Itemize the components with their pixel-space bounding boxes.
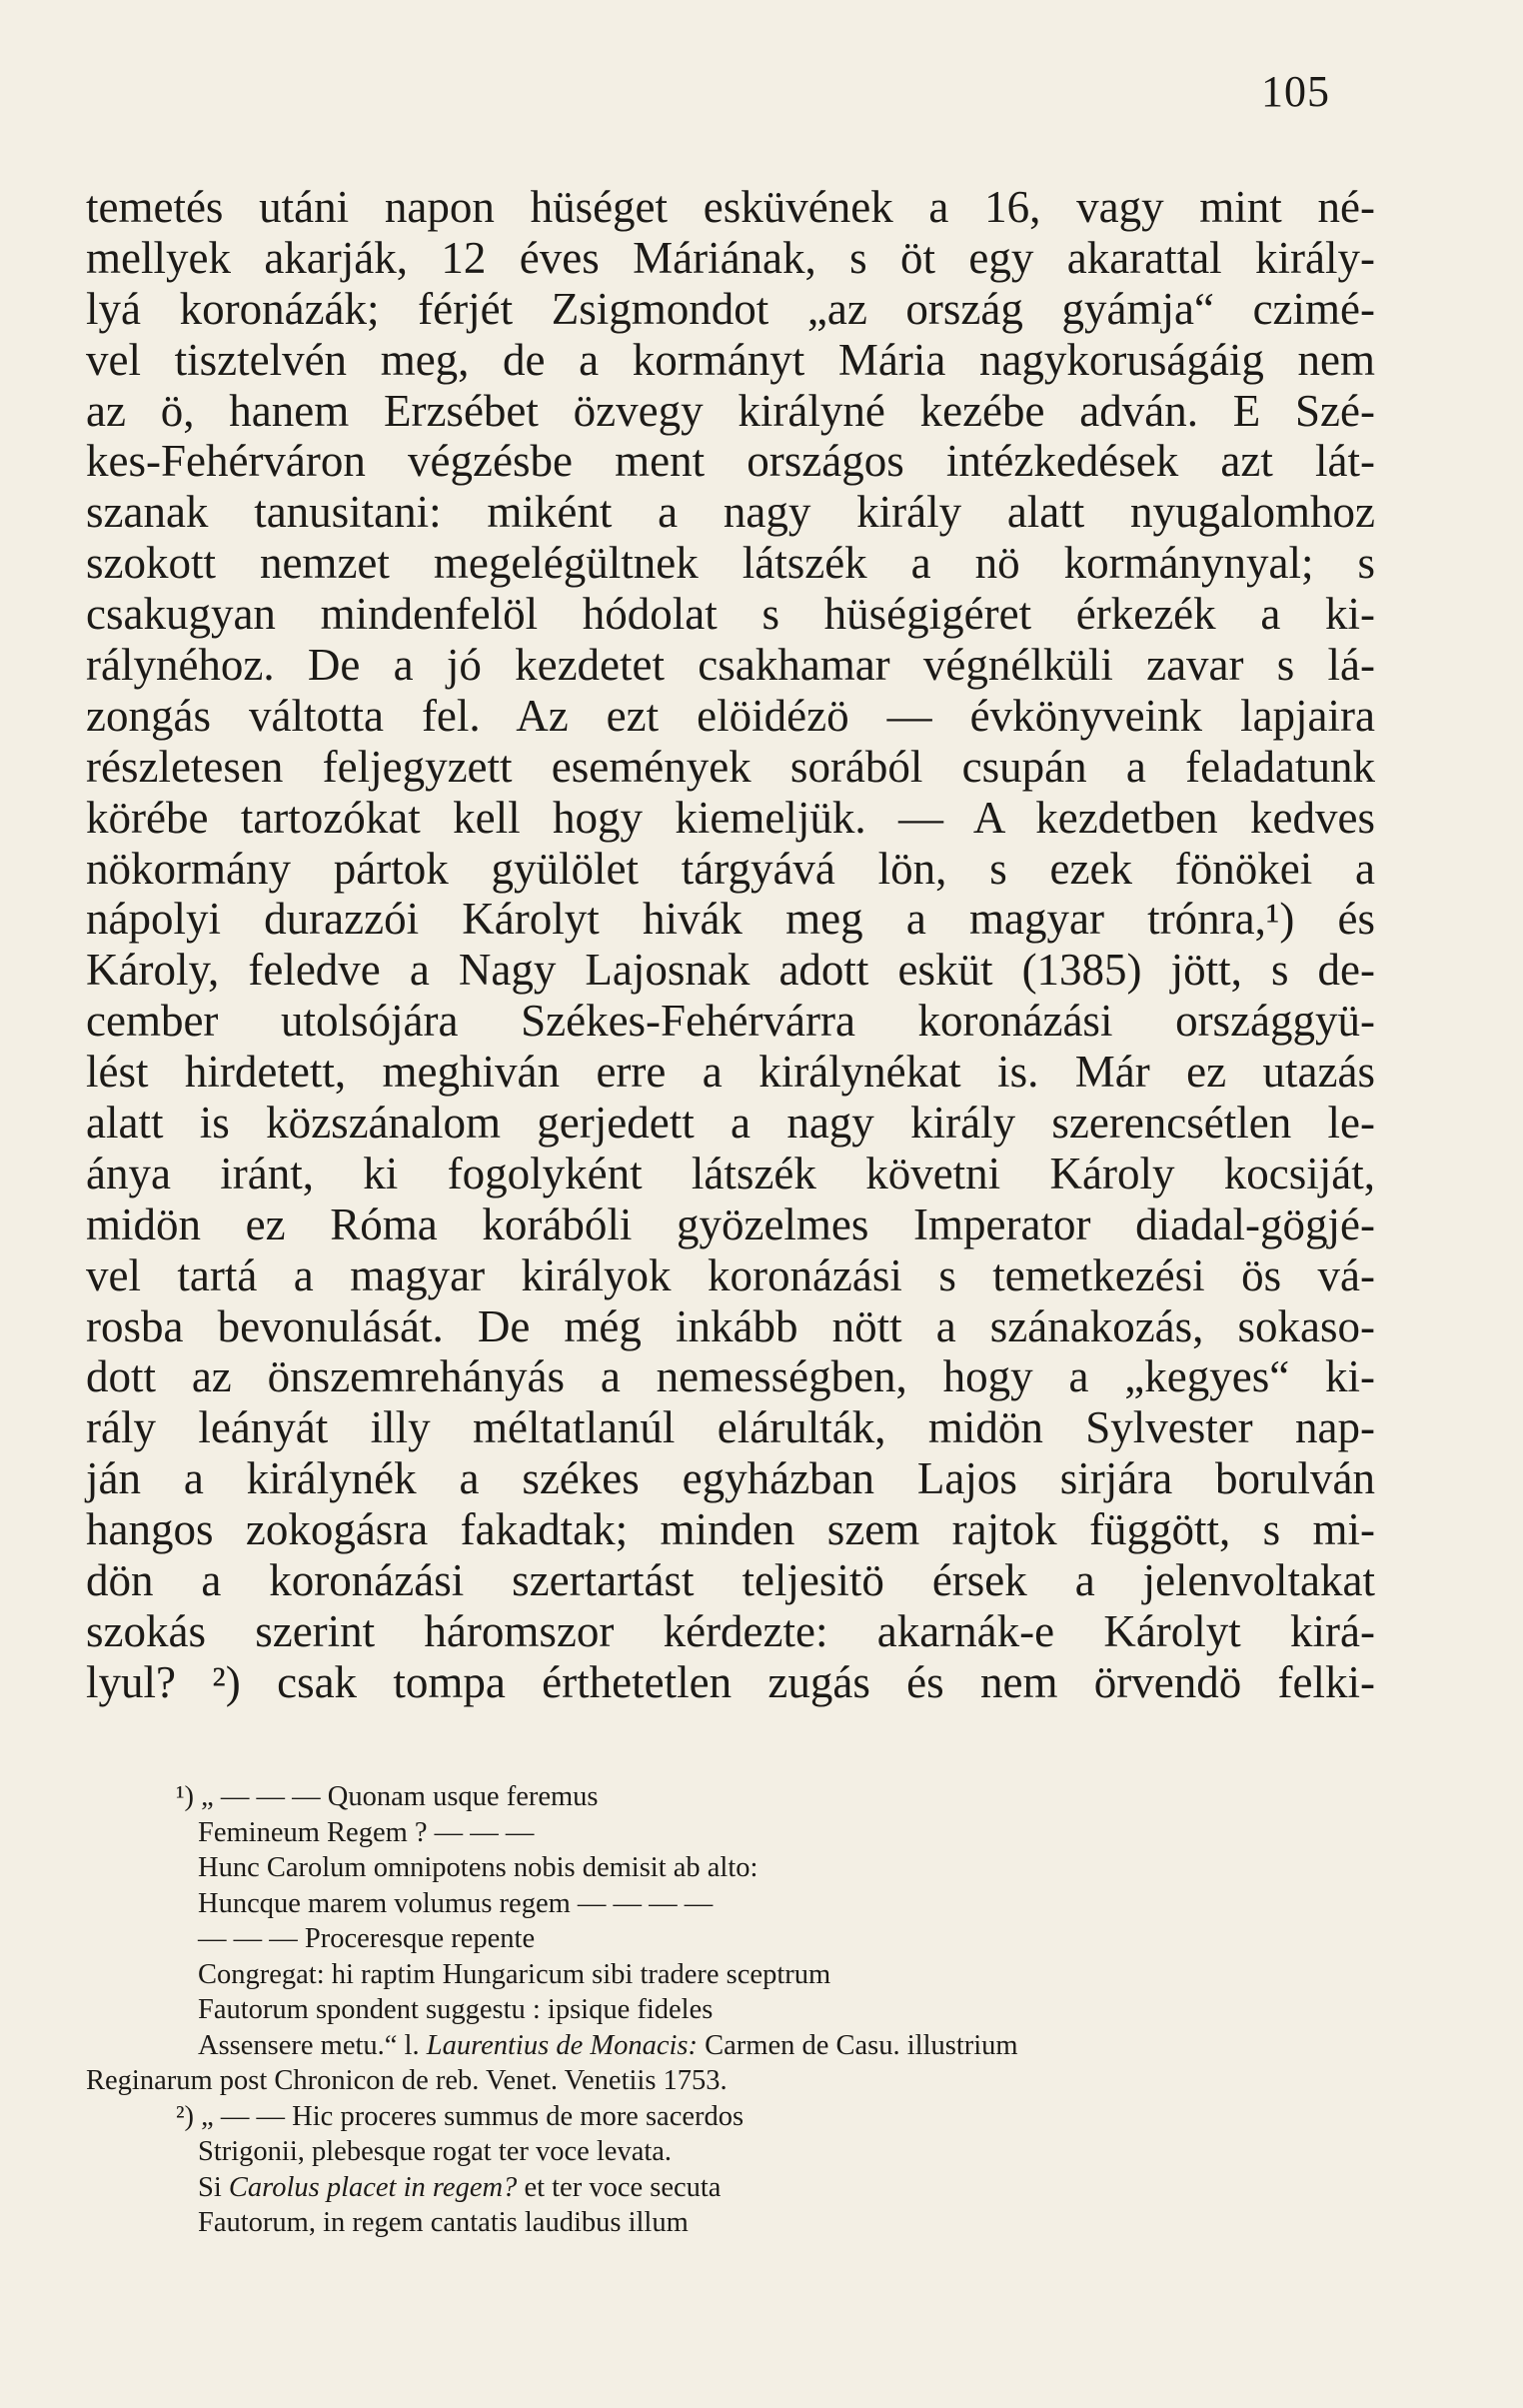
text-line: lyá koronázák; férjét Zsigmondot „az ország gyámja“ czimé-: [86, 283, 1375, 334]
footnote-1-marker-line: ¹) „ — — — Quonam usque feremus: [176, 1781, 599, 1812]
text-line: rálynéhoz. De a jó kezdetet csakhamar végnélküli zavar s lá-: [86, 640, 1375, 691]
fn2-lead: Si: [198, 2171, 222, 2203]
text-line: cember utolsójára Székes-Fehérvárra koronázási országgyü-: [86, 996, 1375, 1047]
text-line: az ö, hanem Erzsébet özvegy királyné kezébe adván. E Szé-: [86, 385, 1375, 436]
text-line: ánya iránt, ki fogolyként látszék követni Károly kocsiját,: [86, 1148, 1375, 1199]
text-line: vel tartá a magyar királyok koronázási s temetkezési ös vá-: [86, 1249, 1375, 1300]
text-line: szokott nemzet megelégültnek látszék a nö kormánynyal; s: [86, 538, 1375, 589]
footnote-citation-line: [86, 2028, 1375, 2064]
text-line: rály leányát illy méltatlanúl elárulták, midön Sylvester nap-: [86, 1402, 1375, 1453]
fn2-tail: et ter voce secuta: [524, 2171, 722, 2203]
footnote-line: — — — Proceresque repente: [198, 1923, 536, 1954]
citation-author: Laurentius de Monacis:: [426, 2029, 698, 2061]
text-line: hangos zokogásra fakadtak; minden szem rajtok függött, s mi-: [86, 1504, 1375, 1555]
footnote-line: Femineum Regem ? — — —: [198, 1816, 535, 1848]
text-line: dön a koronázási szertartást teljesitö érsek a jelenvoltakat: [86, 1555, 1375, 1606]
footnote-line: Reginarum post Chronicon de reb. Venet. Venetiis 1753.: [86, 2065, 728, 2096]
text-line: vel tisztelvén meg, de a kormányt Mária nagykoruságáig nem: [86, 334, 1375, 385]
page-number: 105: [1261, 67, 1330, 116]
text-line: alatt is közszánalom gerjedett a nagy király szerencsétlen le-: [86, 1098, 1375, 1149]
footnote-line: Congregat: hi raptim Hungaricum sibi tradere sceptrum: [198, 1958, 831, 1990]
text-line: zongás váltotta fel. Az ezt elöidézö — évkönyveink lapjaira: [86, 690, 1375, 741]
text-line: temetés utáni napon hüséget esküvének a 16, vagy mint né-: [86, 182, 1375, 232]
text-line: midön ez Róma korábóli gyözelmes Imperator diadal-gögjé-: [86, 1199, 1375, 1249]
text-line: részletesen feljegyzett események sorából csupán a feladatunk: [86, 741, 1375, 792]
text-line: lyul? ²) csak tompa érthetetlen zugás és nem örvendö felki-: [86, 1656, 1375, 1707]
text-line: csakugyan mindenfelöl hódolat s hüségigéret érkezék a ki-: [86, 589, 1375, 640]
main-text: [86, 182, 1375, 1708]
footnote-line: Strigonii, plebesque rogat ter voce levata.: [198, 2136, 673, 2167]
text-line: Károly, feledve a Nagy Lajosnak adott esküt (1385) jött, s de-: [86, 945, 1375, 996]
citation-title: Carmen de Casu. illustrium: [705, 2029, 1018, 2061]
footnotes: [86, 1779, 1375, 2241]
text-line: ján a királynék a székes egyházban Lajos sirjára borulván: [86, 1453, 1375, 1504]
text-line: szanak tanusitani: miként a nagy király alatt nyugalomhoz: [86, 487, 1375, 538]
text-line: szokás szerint háromszor kérdezte: akarnák-e Károlyt kirá-: [86, 1605, 1375, 1656]
text-line: körébe tartozókat kell hogy kiemeljük. — A kezdetben kedves: [86, 792, 1375, 843]
citation-lead: Assensere metu.“ l.: [198, 2029, 420, 2061]
footnote-line: Hunc Carolum omnipotens nobis demisit ab alto:: [198, 1852, 759, 1883]
text-line: lést hirdetett, meghiván erre a királynékat is. Már ez utazás: [86, 1047, 1375, 1098]
footnote-line: Fautorum, in regem cantatis laudibus illum: [198, 2207, 689, 2238]
text-line: dott az önszemrehányás a nemességben, hogy a „kegyes“ ki-: [86, 1351, 1375, 1402]
footnote-2-marker-line: ²) „ — — Hic proceres summus de more sacerdos: [176, 2100, 745, 2132]
footnote-line: Huncque marem volumus regem — — — —: [198, 1887, 714, 1919]
footnote-emphasis-line: [86, 2170, 1375, 2206]
text-line: rosba bevonulását. De még inkább nött a szánakozás, sokaso-: [86, 1300, 1375, 1351]
text-line: nápolyi durazzói Károlyt hivák meg a magyar trónra,¹) és: [86, 894, 1375, 945]
text-line: mellyek akarják, 12 éves Máriának, s öt egy akarattal király-: [86, 232, 1375, 283]
text-line: nökormány pártok gyülölet tárgyává lön, s ezek fönökei a: [86, 843, 1375, 894]
text-line: kes-Fehérváron végzésbe ment országos intézkedések azt lát-: [86, 436, 1375, 487]
fn2-emphasis: Carolus placet in regem?: [228, 2171, 518, 2203]
footnote-line: Fautorum spondent suggestu : ipsique fideles: [198, 1994, 714, 2025]
